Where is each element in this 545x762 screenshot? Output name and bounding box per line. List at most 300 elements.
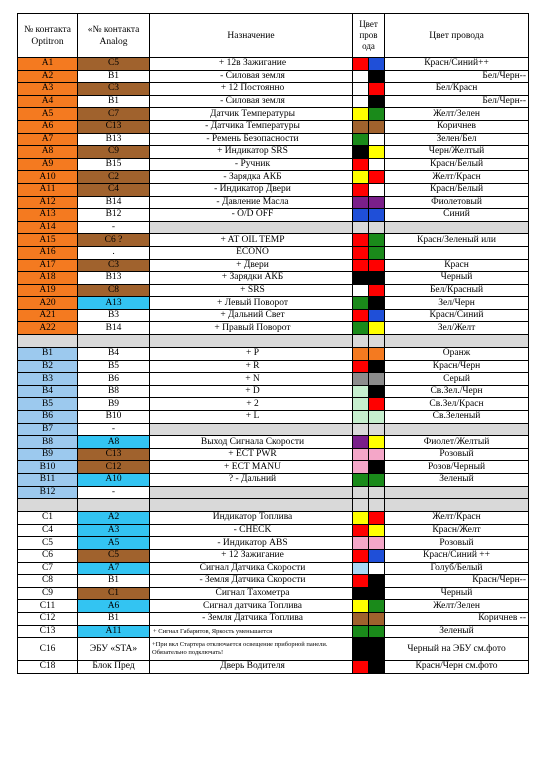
pin-row <box>18 461 529 474</box>
optitron-pin: A21 <box>18 309 78 322</box>
pin-purpose: - Индикатор ABS <box>150 537 353 550</box>
pin-row <box>18 486 529 499</box>
wire-swatch-secondary <box>369 120 385 133</box>
pin-row <box>18 448 529 461</box>
wire-color: Красн/Черн см.фото <box>385 661 529 674</box>
pin-purpose: + ECT MANU <box>150 461 353 474</box>
wire-color: Черный на ЭБУ см.фото <box>385 638 529 661</box>
wire-swatch-primary <box>353 272 369 285</box>
wire-swatch-secondary <box>369 70 385 83</box>
wire-swatch-primary <box>353 587 369 600</box>
wire-swatch-secondary <box>369 183 385 196</box>
pin-row <box>18 309 529 322</box>
analog-pin: C9 <box>78 146 150 159</box>
optitron-pin: C13 <box>18 625 78 638</box>
optitron-pin: A22 <box>18 322 78 335</box>
wire-color: Черный <box>385 272 529 285</box>
wire-swatch-secondary <box>369 661 385 674</box>
pin-row <box>18 183 529 196</box>
pinout-sheet <box>17 13 528 674</box>
group-separator <box>18 335 529 348</box>
optitron-pin: A3 <box>18 83 78 96</box>
optitron-pin: A12 <box>18 196 78 209</box>
wire-swatch-primary <box>353 297 369 310</box>
wire-swatch-secondary <box>369 322 385 335</box>
pin-purpose: + 12в Зажигание <box>150 58 353 71</box>
analog-pin: A5 <box>78 537 150 550</box>
optitron-pin: A2 <box>18 70 78 83</box>
analog-pin: A11 <box>78 625 150 638</box>
optitron-pin: C9 <box>18 587 78 600</box>
pinout-table <box>17 13 529 674</box>
pin-purpose: - CHECK <box>150 524 353 537</box>
wire-swatch-primary <box>353 322 369 335</box>
wire-swatch-secondary <box>369 259 385 272</box>
analog-pin: C3 <box>78 259 150 272</box>
pin-row <box>18 398 529 411</box>
analog-pin: ЭБУ «STA» <box>78 638 150 661</box>
wire-swatch-primary <box>353 58 369 71</box>
wire-color: Бел/Красный <box>385 284 529 297</box>
optitron-pin: C5 <box>18 537 78 550</box>
analog-pin: B1 <box>78 70 150 83</box>
optitron-pin: A15 <box>18 234 78 247</box>
analog-pin: B1 <box>78 95 150 108</box>
optitron-pin: A17 <box>18 259 78 272</box>
wire-swatch-primary <box>353 171 369 184</box>
wire-swatch-primary <box>353 120 369 133</box>
wire-swatch-secondary <box>369 625 385 638</box>
wire-color: Фиолет/Желтый <box>385 436 529 449</box>
pin-row <box>18 385 529 398</box>
pin-purpose: + ECT PWR <box>150 448 353 461</box>
analog-pin: - <box>78 221 150 234</box>
pin-row <box>18 259 529 272</box>
analog-pin: B4 <box>78 348 150 361</box>
separator-cell <box>18 335 78 348</box>
analog-pin: B1 <box>78 575 150 588</box>
wire-swatch-secondary <box>369 158 385 171</box>
pin-purpose: - O/D OFF <box>150 209 353 222</box>
wire-color: Коричнев -- <box>385 612 529 625</box>
pin-row <box>18 373 529 386</box>
analog-pin: B6 <box>78 373 150 386</box>
wire-swatch-secondary <box>369 524 385 537</box>
wire-color: Красн/Черн <box>385 360 529 373</box>
pin-purpose: ? - Дальний <box>150 474 353 487</box>
wire-swatch-primary <box>353 259 369 272</box>
wire-swatch-primary <box>353 448 369 461</box>
pin-row <box>18 587 529 600</box>
wire-swatch-primary <box>353 183 369 196</box>
pin-purpose: Сигнал датчика Топлива <box>150 600 353 613</box>
analog-pin: A3 <box>78 524 150 537</box>
optitron-pin: C12 <box>18 612 78 625</box>
analog-pin: B14 <box>78 322 150 335</box>
wire-color: Розов/Черный <box>385 461 529 474</box>
wire-color <box>385 246 529 259</box>
wire-color: Розовый <box>385 537 529 550</box>
wire-color: Желт/Красн <box>385 512 529 525</box>
pin-row <box>18 146 529 159</box>
optitron-pin: A7 <box>18 133 78 146</box>
wire-swatch-secondary <box>369 246 385 259</box>
pin-purpose: - Индикатор Двери <box>150 183 353 196</box>
analog-pin: A6 <box>78 600 150 613</box>
wire-swatch-secondary <box>369 95 385 108</box>
wire-swatch-primary <box>353 70 369 83</box>
pin-row <box>18 234 529 247</box>
pin-purpose: + Двери <box>150 259 353 272</box>
analog-pin: A8 <box>78 436 150 449</box>
pin-purpose: + D <box>150 385 353 398</box>
wire-swatch-secondary <box>369 133 385 146</box>
header-wire-color: Цвет провода <box>385 14 529 58</box>
separator-cell <box>353 335 369 348</box>
wire-swatch-secondary <box>369 171 385 184</box>
pinout-rows <box>18 58 529 674</box>
wire-color: Фиолетовый <box>385 196 529 209</box>
wire-color <box>385 486 529 499</box>
wire-color: Черн/Желтый <box>385 146 529 159</box>
pin-row <box>18 360 529 373</box>
header-wire-color-short: Цвет пров ода <box>353 14 385 58</box>
optitron-pin: A18 <box>18 272 78 285</box>
pin-row <box>18 625 529 638</box>
wire-color <box>385 423 529 436</box>
analog-pin: C13 <box>78 448 150 461</box>
analog-pin: B13 <box>78 272 150 285</box>
wire-color: Коричнев <box>385 120 529 133</box>
analog-pin: B5 <box>78 360 150 373</box>
wire-swatch-secondary <box>369 474 385 487</box>
separator-cell <box>369 335 385 348</box>
pin-row <box>18 537 529 550</box>
wire-swatch-secondary <box>369 385 385 398</box>
pin-purpose: + 12 Постоянно <box>150 83 353 96</box>
pin-row <box>18 512 529 525</box>
wire-swatch-primary <box>353 133 369 146</box>
pin-purpose: Сигнал Тахометра <box>150 587 353 600</box>
separator-cell <box>150 335 353 348</box>
wire-color: Черный <box>385 587 529 600</box>
analog-pin: B13 <box>78 133 150 146</box>
analog-pin: B14 <box>78 196 150 209</box>
wire-swatch-secondary <box>369 348 385 361</box>
optitron-pin: B12 <box>18 486 78 499</box>
pin-purpose: ECONO <box>150 246 353 259</box>
wire-color: Красн/Желт <box>385 524 529 537</box>
wire-swatch-primary <box>353 512 369 525</box>
wire-color: Синий <box>385 209 529 222</box>
analog-pin: Блок Пред <box>78 661 150 674</box>
wire-swatch-primary <box>353 524 369 537</box>
wire-swatch-secondary <box>369 297 385 310</box>
wire-swatch-secondary <box>369 486 385 499</box>
wire-color: Желт/Зелен <box>385 108 529 121</box>
wire-swatch-primary <box>353 423 369 436</box>
pin-row <box>18 108 529 121</box>
wire-swatch-primary <box>353 246 369 259</box>
wire-color: Розовый <box>385 448 529 461</box>
wire-color: Красн/Зеленый или <box>385 234 529 247</box>
pin-row <box>18 322 529 335</box>
optitron-pin: B3 <box>18 373 78 386</box>
analog-pin: C6 ? <box>78 234 150 247</box>
pin-purpose: + Левый Поворот <box>150 297 353 310</box>
optitron-pin: A20 <box>18 297 78 310</box>
wire-swatch-primary <box>353 398 369 411</box>
wire-color: Зелен/Бел <box>385 133 529 146</box>
separator-cell <box>78 335 150 348</box>
pin-row <box>18 297 529 310</box>
wire-swatch-secondary <box>369 436 385 449</box>
wire-color: Оранж <box>385 348 529 361</box>
pin-row <box>18 171 529 184</box>
wire-swatch-secondary <box>369 461 385 474</box>
pin-purpose <box>150 486 353 499</box>
wire-swatch-primary <box>353 209 369 222</box>
wire-swatch-secondary <box>369 83 385 96</box>
pin-row <box>18 575 529 588</box>
optitron-pin: B7 <box>18 423 78 436</box>
wire-swatch-primary <box>353 83 369 96</box>
pin-row <box>18 209 529 222</box>
wire-swatch-primary <box>353 196 369 209</box>
wire-color: Бел/Черн-- <box>385 70 529 83</box>
wire-swatch-primary <box>353 221 369 234</box>
analog-pin: C8 <box>78 284 150 297</box>
pin-purpose: Индикатор Топлива <box>150 512 353 525</box>
wire-swatch-secondary <box>369 108 385 121</box>
pin-purpose: + Дальний Свет <box>150 309 353 322</box>
pin-purpose: - Земля Датчика Топлива <box>150 612 353 625</box>
wire-swatch-primary <box>353 486 369 499</box>
wire-swatch-secondary <box>369 284 385 297</box>
separator-cell <box>18 499 78 512</box>
pin-row <box>18 272 529 285</box>
wire-color: Красн <box>385 259 529 272</box>
optitron-pin: A4 <box>18 95 78 108</box>
optitron-pin: B5 <box>18 398 78 411</box>
wire-swatch-primary <box>353 309 369 322</box>
pin-purpose: - Земля Датчика Скорости <box>150 575 353 588</box>
separator-cell <box>369 499 385 512</box>
pin-purpose <box>150 423 353 436</box>
separator-cell <box>150 499 353 512</box>
header-optitron: № контакта Optitron <box>18 14 78 58</box>
analog-pin: - <box>78 486 150 499</box>
pin-row <box>18 612 529 625</box>
pin-purpose: - Зарядка АКБ <box>150 171 353 184</box>
wire-swatch-secondary <box>369 360 385 373</box>
wire-color: Голуб/Белый <box>385 562 529 575</box>
wire-color: Красн/Черн-- <box>385 575 529 588</box>
optitron-pin: A8 <box>18 146 78 159</box>
pin-purpose: - Ручник <box>150 158 353 171</box>
pin-row <box>18 436 529 449</box>
analog-pin: B8 <box>78 385 150 398</box>
optitron-pin: C7 <box>18 562 78 575</box>
wire-color: Св.Зел/Красн <box>385 398 529 411</box>
pin-purpose: Сигнал Датчика Скорости <box>150 562 353 575</box>
pin-row <box>18 562 529 575</box>
pin-row <box>18 70 529 83</box>
wire-swatch-secondary <box>369 309 385 322</box>
analog-pin: C7 <box>78 108 150 121</box>
pin-purpose: - Силовая земля <box>150 95 353 108</box>
wire-swatch-secondary <box>369 600 385 613</box>
analog-pin: C2 <box>78 171 150 184</box>
pin-row <box>18 600 529 613</box>
wire-swatch-secondary <box>369 58 385 71</box>
wire-swatch-primary <box>353 474 369 487</box>
pin-purpose: + R <box>150 360 353 373</box>
wire-color: Бел/Черн-- <box>385 95 529 108</box>
wire-color: Серый <box>385 373 529 386</box>
wire-swatch-primary <box>353 461 369 474</box>
wire-swatch-primary <box>353 612 369 625</box>
pin-row <box>18 638 529 661</box>
pin-purpose <box>150 221 353 234</box>
pin-purpose: Дверь Водителя <box>150 661 353 674</box>
analog-pin: C5 <box>78 58 150 71</box>
wire-swatch-secondary <box>369 234 385 247</box>
optitron-pin: C18 <box>18 661 78 674</box>
optitron-pin: A14 <box>18 221 78 234</box>
pin-purpose: - Давление Масла <box>150 196 353 209</box>
pin-purpose: + N <box>150 373 353 386</box>
wire-color: Красн/Синий++ <box>385 58 529 71</box>
optitron-pin: C1 <box>18 512 78 525</box>
wire-swatch-primary <box>353 234 369 247</box>
pin-purpose: - Ремень Безопасности <box>150 133 353 146</box>
wire-swatch-primary <box>353 360 369 373</box>
optitron-pin: A9 <box>18 158 78 171</box>
optitron-pin: B2 <box>18 360 78 373</box>
pin-row <box>18 246 529 259</box>
optitron-pin: B1 <box>18 348 78 361</box>
wire-swatch-secondary <box>369 411 385 424</box>
analog-pin: B15 <box>78 158 150 171</box>
analog-pin: B12 <box>78 209 150 222</box>
analog-pin: C5 <box>78 549 150 562</box>
wire-color: Желт/Зелен <box>385 600 529 613</box>
optitron-pin: A10 <box>18 171 78 184</box>
wire-swatch-secondary <box>369 398 385 411</box>
wire-swatch-secondary <box>369 549 385 562</box>
pin-purpose: + 2 <box>150 398 353 411</box>
analog-pin: B1 <box>78 612 150 625</box>
pin-purpose: + L <box>150 411 353 424</box>
pin-row <box>18 524 529 537</box>
wire-swatch-secondary <box>369 209 385 222</box>
optitron-pin: B10 <box>18 461 78 474</box>
wire-swatch-secondary <box>369 423 385 436</box>
wire-swatch-secondary <box>369 612 385 625</box>
pin-row <box>18 120 529 133</box>
wire-swatch-primary <box>353 95 369 108</box>
pin-row <box>18 196 529 209</box>
analog-pin: C12 <box>78 461 150 474</box>
wire-swatch-primary <box>353 562 369 575</box>
pin-purpose: + Зарядки АКБ <box>150 272 353 285</box>
wire-swatch-secondary <box>369 587 385 600</box>
wire-swatch-secondary <box>369 146 385 159</box>
optitron-pin: C11 <box>18 600 78 613</box>
wire-swatch-primary <box>353 575 369 588</box>
wire-swatch-secondary <box>369 196 385 209</box>
pin-purpose: +При вкл Стартера отключается освещение приборной панели. Обязательно подключать! <box>150 638 353 661</box>
wire-color: Зеленый <box>385 474 529 487</box>
wire-color: Желт/Красн <box>385 171 529 184</box>
pin-row <box>18 549 529 562</box>
wire-swatch-primary <box>353 348 369 361</box>
analog-pin: C13 <box>78 120 150 133</box>
optitron-pin: C6 <box>18 549 78 562</box>
optitron-pin: B4 <box>18 385 78 398</box>
analog-pin: C3 <box>78 83 150 96</box>
analog-pin: B10 <box>78 411 150 424</box>
pin-row <box>18 348 529 361</box>
wire-swatch-primary <box>353 537 369 550</box>
wire-swatch-secondary <box>369 562 385 575</box>
wire-color: Красн/Синий <box>385 309 529 322</box>
analog-pin: A7 <box>78 562 150 575</box>
pin-row <box>18 411 529 424</box>
pin-row <box>18 423 529 436</box>
wire-swatch-secondary <box>369 575 385 588</box>
wire-color: Св.Зел./Черн <box>385 385 529 398</box>
wire-swatch-secondary <box>369 221 385 234</box>
pin-purpose: + Индикатор SRS <box>150 146 353 159</box>
analog-pin: C1 <box>78 587 150 600</box>
wire-color: Зел/Черн <box>385 297 529 310</box>
wire-color: Зел/Желт <box>385 322 529 335</box>
wire-swatch-secondary <box>369 638 385 661</box>
separator-cell <box>353 499 369 512</box>
pin-row <box>18 58 529 71</box>
optitron-pin: B8 <box>18 436 78 449</box>
optitron-pin: B6 <box>18 411 78 424</box>
wire-swatch-secondary <box>369 272 385 285</box>
wire-swatch-primary <box>353 158 369 171</box>
analog-pin: C4 <box>78 183 150 196</box>
optitron-pin: A1 <box>18 58 78 71</box>
pin-row <box>18 284 529 297</box>
optitron-pin: A13 <box>18 209 78 222</box>
separator-cell <box>78 499 150 512</box>
wire-swatch-primary <box>353 373 369 386</box>
wire-swatch-secondary <box>369 448 385 461</box>
wire-color: Св.Зеленый <box>385 411 529 424</box>
pin-purpose: + Правый Поворот <box>150 322 353 335</box>
optitron-pin: B9 <box>18 448 78 461</box>
wire-swatch-primary <box>353 108 369 121</box>
optitron-pin: A16 <box>18 246 78 259</box>
pin-row <box>18 83 529 96</box>
analog-pin: A2 <box>78 512 150 525</box>
group-separator <box>18 499 529 512</box>
wire-color: Красн/Синий ++ <box>385 549 529 562</box>
optitron-pin: C4 <box>18 524 78 537</box>
pin-purpose: Выход Сигнала Скорости <box>150 436 353 449</box>
analog-pin: - <box>78 423 150 436</box>
pin-row <box>18 221 529 234</box>
pin-purpose: + SRS <box>150 284 353 297</box>
pin-purpose: + AT OIL TEMP <box>150 234 353 247</box>
pin-purpose: - Силовая земля <box>150 70 353 83</box>
